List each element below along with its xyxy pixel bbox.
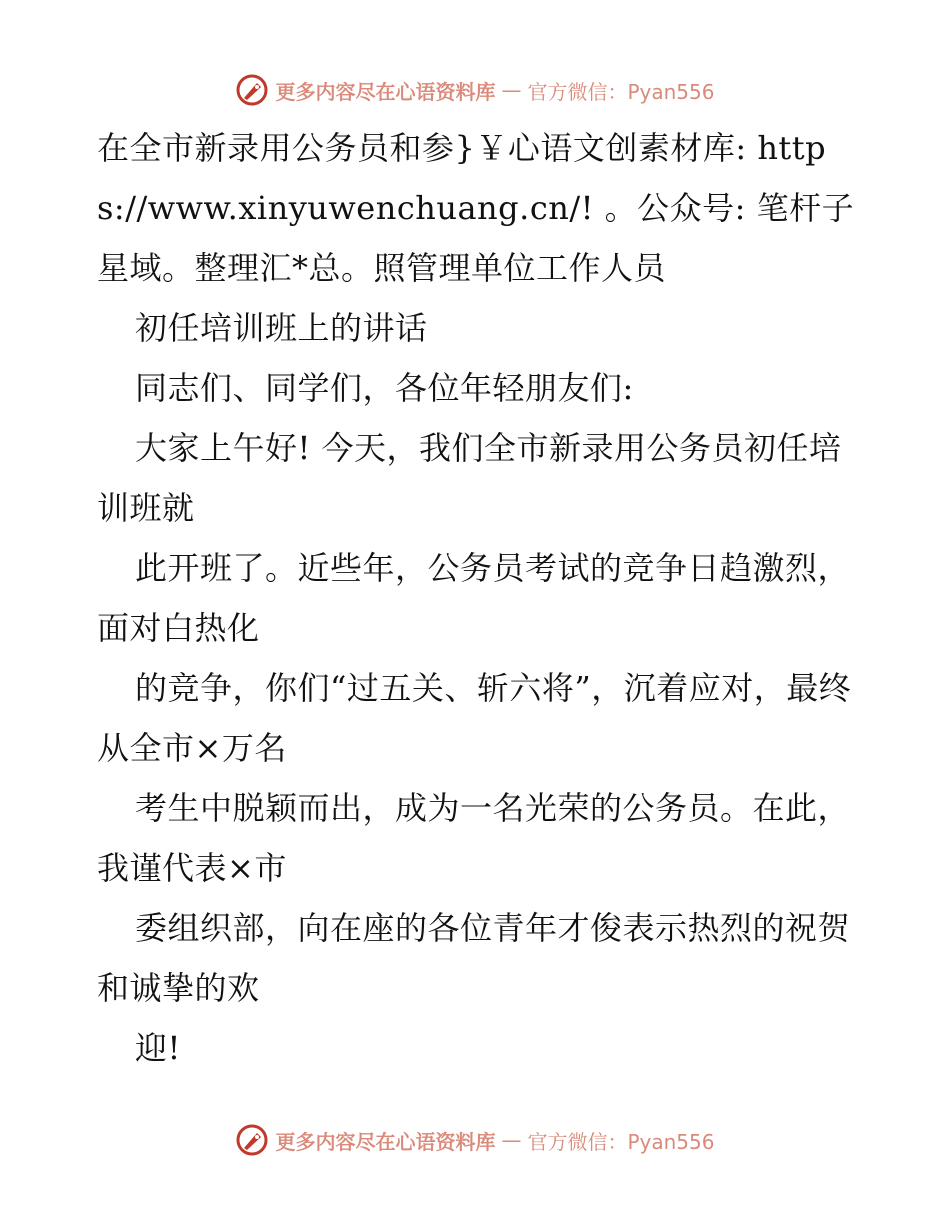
body-paragraph: 考生中脱颖而出，成为一名光荣的公务员。在此，我谨代表×市 [97, 789, 851, 887]
document-body [97, 118, 857, 1078]
banner-separator: — [501, 1128, 522, 1152]
paragraph-intro: 在全市新录用公务员和参}￥心语文创素材库: https://www.xinyuwenchuang.cn/! 。公众号: 笔杆子星域。整理汇*总。照管理单位工作人员 [97, 129, 855, 287]
pen-nib-logo-icon [235, 73, 269, 107]
body-paragraph: 的竞争，你们“过五关、斩六将”，沉着应对，最终从全市×万名 [97, 669, 852, 767]
pen-nib-logo-icon [235, 1123, 269, 1157]
body-paragraph: 委组织部，向在座的各位青年才俊表示热烈的祝贺和诚挚的欢 [97, 909, 851, 1007]
footer-banner [0, 1120, 950, 1160]
banner-wechat: 官方微信：Pyan556 [527, 79, 715, 104]
salutation: 同志们、同学们，各位年轻朋友们: [135, 369, 634, 407]
body-paragraph: 迎! [135, 1029, 181, 1067]
banner-text: 更多内容尽在心语资料库 [275, 79, 496, 104]
banner-wechat: 官方微信：Pyan556 [527, 1129, 715, 1154]
speech-title: 初任培训班上的讲话 [135, 309, 428, 347]
banner-separator: — [501, 78, 522, 102]
header-banner [0, 70, 950, 110]
banner-text: 更多内容尽在心语资料库 [275, 1129, 496, 1154]
body-paragraph: 此开班了。近些年，公务员考试的竞争日趋激烈，面对白热化 [97, 549, 851, 647]
body-paragraph: 大家上午好! 今天，我们全市新录用公务员初任培训班就 [97, 429, 842, 527]
